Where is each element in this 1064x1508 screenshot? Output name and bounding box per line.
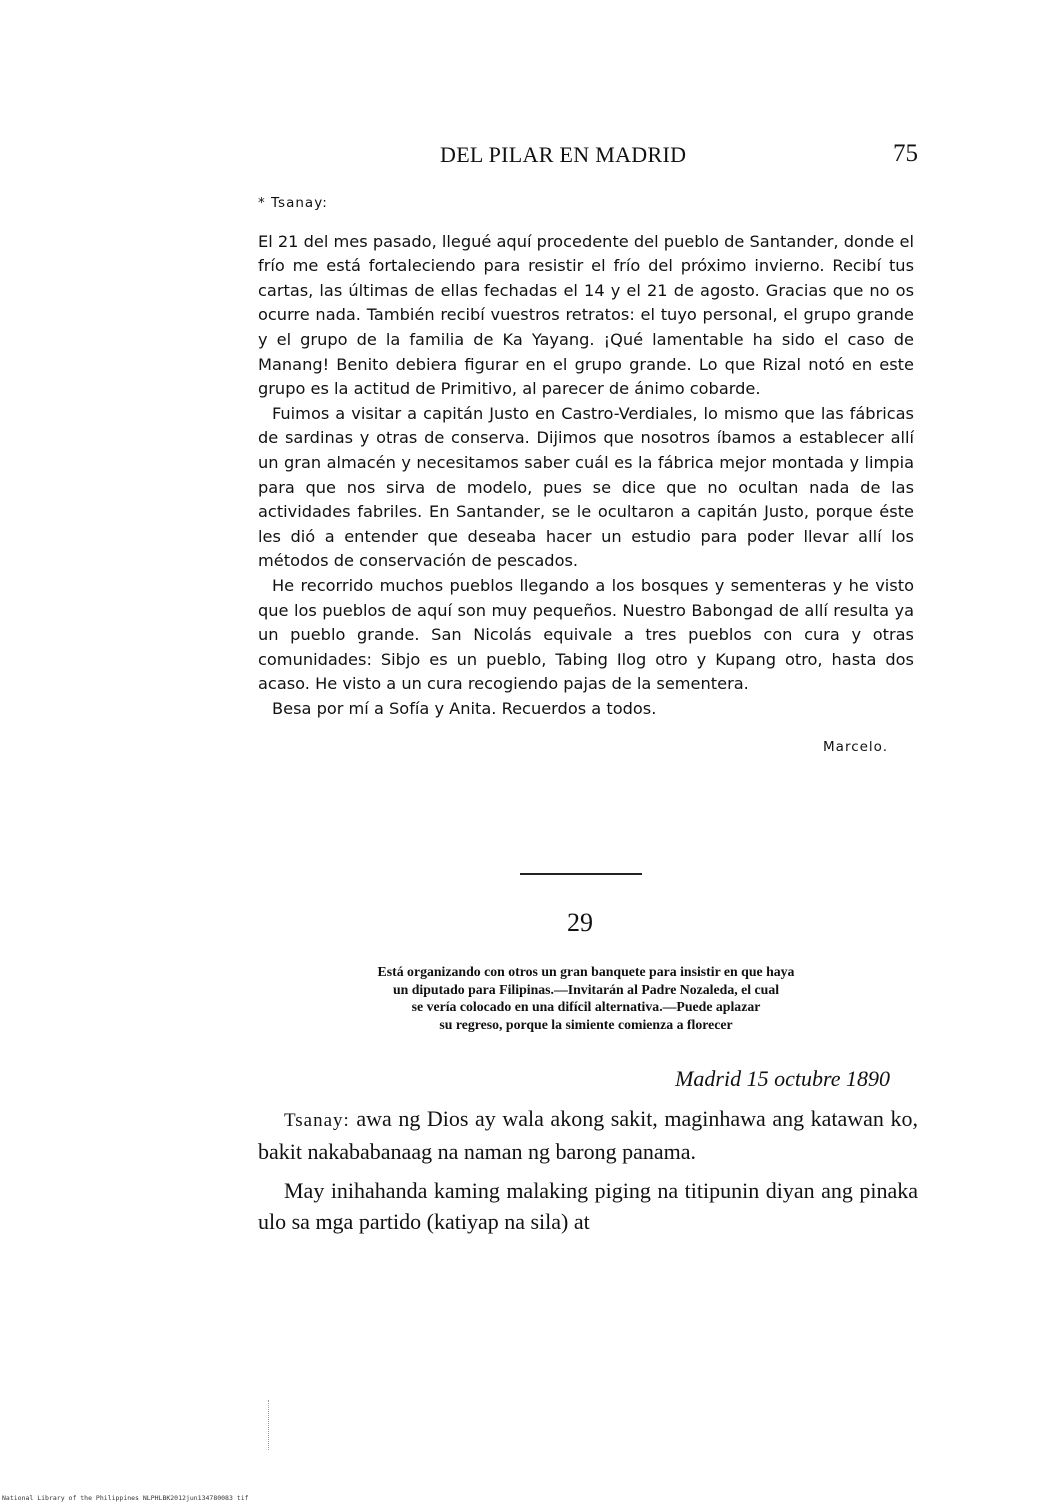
- letter-28: [258, 191, 914, 760]
- dateline: Madrid 15 octubre 1890: [675, 1066, 890, 1091]
- letter-29-body: [258, 1103, 918, 1245]
- letter-paragraph: Fuimos a visitar a capitán Justo en Castro-Verdiales, lo mismo que las fábricas de sardinas y otras de conserva. Dijimos que nosotros íbamos a establecer allí un gran almacén y necesitamos saber cuál es la fábrica mejor montada y limpia para que nos sirva de modelo, pues se dice que no ocultan nada de las actividades fabriles. En Santander, se le ocultaron a capitán Justo, porque éste les dió a entender que deseaba hacer un estudio para poder llevar allí los métodos de conservación de pescados.: [258, 403, 914, 571]
- letter-paragraph: Besa por mí a Sofía y Anita. Recuerdos a todos.: [272, 698, 657, 718]
- paragraph-text: awa ng Dios ay wala akong sakit, maginhawa ang katawan ko, bakit nakababanaag na naman ng barong panama.: [258, 1106, 918, 1164]
- letter-paragraph: El 21 del mes pasado, llegué aquí procedente del pueblo de Santander, donde el frío me está fortaleciendo para resistir el frío del próximo invierno. Recibí tus cartas, las últimas de ellas fechadas el 14 y el 21 de agosto. Gracias que no os ocurre nada. También recibí vuestros retratos: el tuyo personal, el grupo grande y el grupo de la familia de Ka Yayang. ¡Qué lamentable ha sido el caso de Manang! Benito debiera figurar en el grupo grande. Lo que Rizal notó en este grupo es la actitud de Primitivo, al parecer de ánimo cobarde.: [258, 231, 914, 399]
- letter-summary: [258, 963, 914, 1033]
- section-divider: [520, 873, 642, 875]
- letter-paragraph: May inihahanda kaming malaking piging na titipunin diyan ang pinaka ulo sa mga partido (katiyap na sila) at: [258, 1178, 918, 1234]
- running-title: DEL PILAR EN MADRID: [440, 142, 687, 167]
- page-number: 75: [893, 140, 918, 167]
- summary-line: Está organizando con otros un gran banquete para insistir en que haya: [377, 964, 795, 979]
- letter-paragraph: He recorrido muchos pueblos llegando a los bosques y sementeras y he visto que los pueblos de aquí son muy pequeños. Nuestro Babongad de allí resulta ya un pueblo grande. San Nicolás equivale a tres pueblos con cura y otras comunidades: Sibjo es un pueblo, Tabing Ilog otro y Kupang otro, hasta dos acaso. He visto a un cura recogiendo pajas de la sementera.: [258, 575, 914, 694]
- letter-paragraph: [258, 1103, 918, 1167]
- letter-number: 29: [567, 908, 593, 937]
- letter-signature: Marcelo.: [823, 739, 888, 756]
- summary-line: un diputado para Filipinas.—Invitarán al Padre Nozaleda, el cual: [392, 981, 780, 997]
- running-head: [258, 142, 918, 176]
- letter-salutation: Tsanay:: [284, 1110, 350, 1131]
- scan-footer-stamp: National Library of the Philippines NLPHLBK2012jun134780083 tif: [2, 1494, 249, 1502]
- summary-line: se vería colocado en una difícil alternativa.—Puede aplazar: [411, 999, 761, 1014]
- summary-line: su regreso, porque la simiente comienza a florecer: [439, 1016, 733, 1032]
- margin-mark: [268, 1400, 279, 1450]
- letter-salutation: * Tsanay:: [258, 195, 328, 211]
